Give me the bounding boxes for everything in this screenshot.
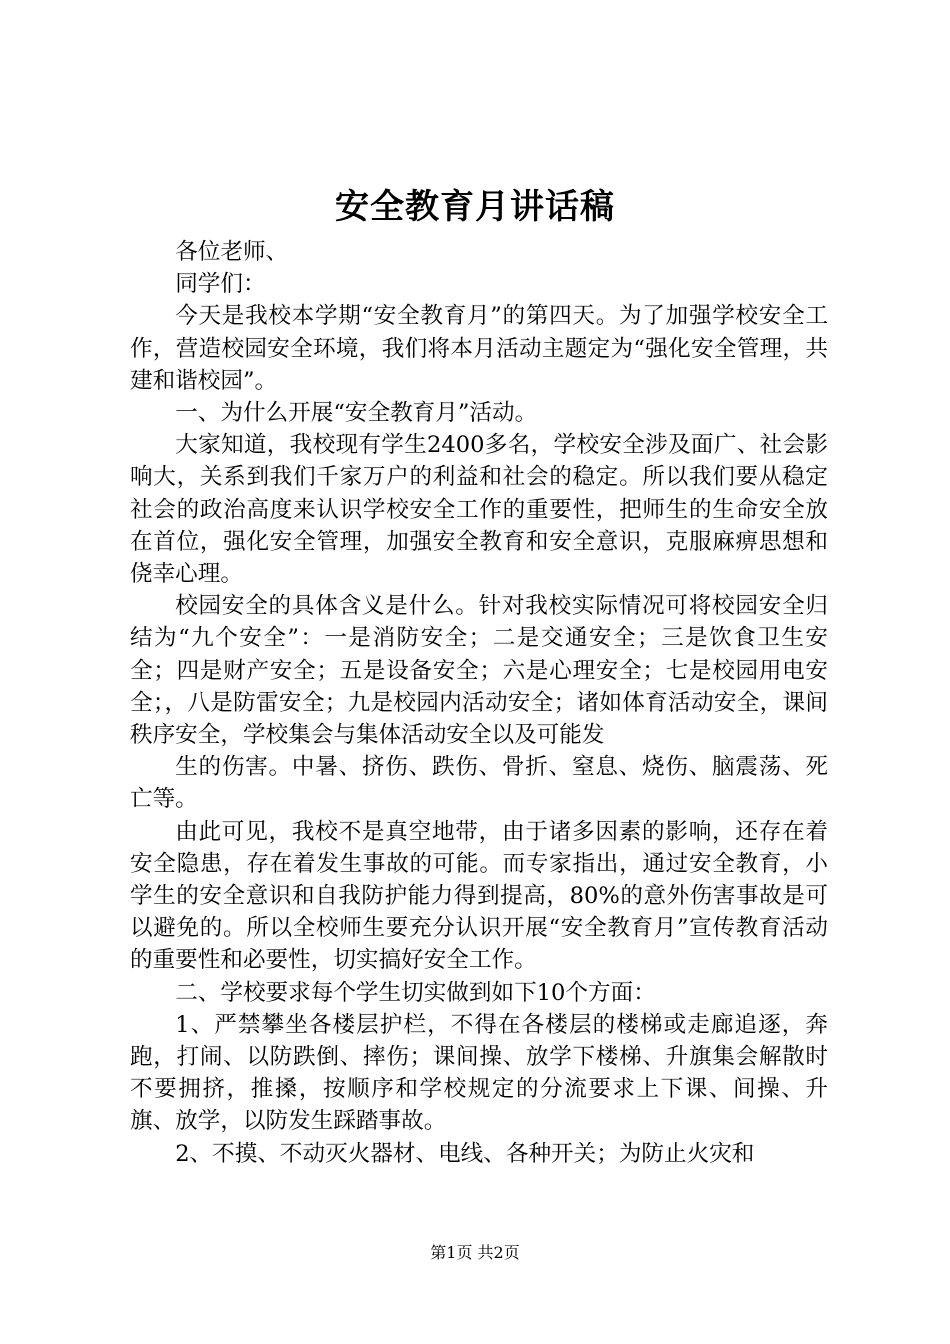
page-footer: 第1页 共2页 xyxy=(430,1243,520,1262)
list-item-rule-1: 1、严禁攀坐各楼层护栏，不得在各楼层的楼梯或走廊追逐，奔跑，打闹、以防跌倒、摔伤；课间操、放学下楼梯、升旗集会解散时不要拥挤，推搡，按顺序和学校规定的分流要求上下课、间操、升旗、放学，以防发生踩踏事故。 xyxy=(130,1011,828,1135)
document-body xyxy=(130,236,828,1170)
document-title: 安全教育月讲话稿 xyxy=(335,187,615,227)
paragraph-injuries: 生的伤害。中暑、挤伤、跌伤、骨折、窒息、烧伤、脑震荡、死亡等。 xyxy=(130,754,828,813)
paragraph-nine-safeties: 校园安全的具体含义是什么。针对我校实际情况可将校园安全归结为“九个安全”：一是消防安全；二是交通安全；三是饮食卫生安全；四是财产安全；五是设备安全；六是心理安全；七是校园用电安全；，八是防雷安全；九是校园内活动安全；诸如体育活动安全，课间秩序安全，学校集会与集体活动安全以及可能发 xyxy=(130,593,828,749)
paragraph-intro: 今天是我校本学期“安全教育月”的第四天。为了加强学校安全工作，营造校园安全环境，我们将本月活动主题定为“强化安全管理，共建和谐校园”。 xyxy=(130,303,828,394)
paragraph-salutation-teachers: 各位老师、 xyxy=(175,239,289,265)
list-item-rule-2: 2、不摸、不动灭火器材、电线、各种开关；为防止火灾和 xyxy=(175,1140,755,1167)
section-heading-one: 一、为什么开展“安全教育月”活动。 xyxy=(175,400,538,427)
paragraph-salutation-students: 同学们： xyxy=(175,271,266,298)
paragraph-hazards: 由此可见，我校不是真空地带，由于诸多因素的影响，还存在着安全隐患，存在着发生事故的可能。而专家指出，通过安全教育，小学生的安全意识和自我防护能力得到提高，80%的意外伤害事故是可以避免的。所以全校师生要充分认识开展“安全教育月”宣传教育活动的重要性和必要性，切实搞好安全工作。 xyxy=(130,818,828,974)
paragraph-student-count: 大家知道，我校现有学生2400多名，学校安全涉及面广、社会影响大，关系到我们千家万户的利益和社会的稳定。所以我们要从稳定社会的政治高度来认识学校安全工作的重要性，把师生的生命安全放在首位，强化安全管理，加强安全教育和安全意识，克服麻痹思想和侥幸心理。 xyxy=(130,432,828,588)
section-heading-two: 二、学校要求每个学生切实做到如下10个方面： xyxy=(175,979,656,1006)
